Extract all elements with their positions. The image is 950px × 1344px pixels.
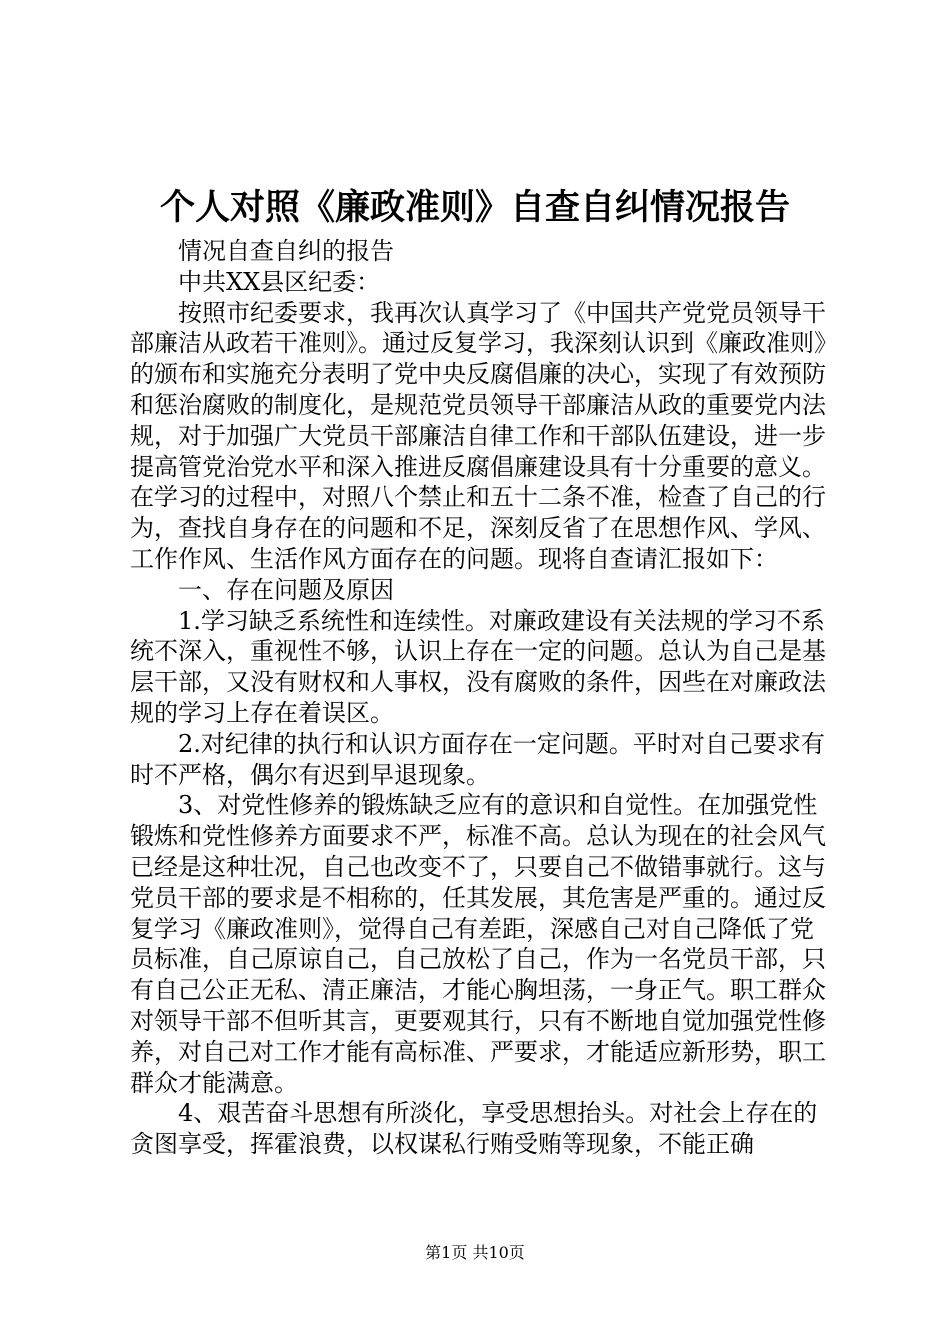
paragraph-intro: 按照市纪委要求，我再次认真学习了《中国共产党党员领导干部廉洁从政若干准则》。通过反复学习，我深刻认识到《廉政准则》的颁布和实施充分表明了党中央反腐倡廉的决心，实现了有效预防和惩治腐败的制度化，是规范党员领导干部廉洁从政的重要党内法规，对于加强广大党员干部廉洁自律工作和干部队伍建设，进一步提高管党治党水平和深入推进反腐倡廉建设具有十分重要的意义。在学习的过程中，对照八个禁止和五十二条不准，检查了自己的行为，查找自身存在的问题和不足，深刻反省了在思想作风、学风、工作作风、生活作风方面存在的问题。现将自查请汇报如下： xyxy=(130,298,826,573)
paragraph-item-2: 2.对纪律的执行和认识方面存在一定问题。平时对自己要求有时不严格，偶尔有迟到早退现象。 xyxy=(130,729,825,789)
document-title: 个人对照《廉政准则》自查自纠情况报告 xyxy=(159,188,790,228)
paragraph-subtitle: 情况自查自纠的报告 xyxy=(178,237,394,265)
paragraph-item-4: 4、艰苦奋斗思想有所淡化，享受思想抬头。对社会上存在的贪图享受，挥霍浪费，以权谋私行贿受贿等现象，不能正确 xyxy=(130,1099,818,1159)
section-heading-problems: 一、存在问题及原因 xyxy=(178,575,394,604)
paragraph-item-1: 1.学习缺乏系统性和连续性。对廉政建设有关法规的学习不系统不深入，重视性不够，认识上存在一定的问题。总认为自己是基层干部，又没有财权和人事权，没有腐败的条件，因些在对廉政法规的学习上存在着误区。 xyxy=(130,606,826,727)
document-body xyxy=(130,236,830,1160)
paragraph-addressee: 中共XX县区纪委： xyxy=(178,267,381,296)
paragraph-item-3: 3、对党性修养的锻炼缺乏应有的意识和自觉性。在加强党性锻炼和党性修养方面要求不严，标准不高。总认为现在的社会风气已经是这种壮况，自己也改变不了，只要自己不做错事就行。这与党员干部的要求是不相称的，任其发展，其危害是严重的。通过反复学习《廉政准则》，觉得自己有差距，深感自己对自己降低了党员标准，自己原谅自己，自己放松了自己，作为一名党员干部，只有自己公正无私、清正廉洁，才能心胸坦荡，一身正气。职工群众对领导干部不但听其言，更要观其行，只有不断地自觉加强党性修养，对自己对工作才能有高标准、严要求，才能适应新形势，职工群众才能满意。 xyxy=(130,791,826,1097)
page-footer: 第1页 共10页 xyxy=(425,1243,525,1262)
